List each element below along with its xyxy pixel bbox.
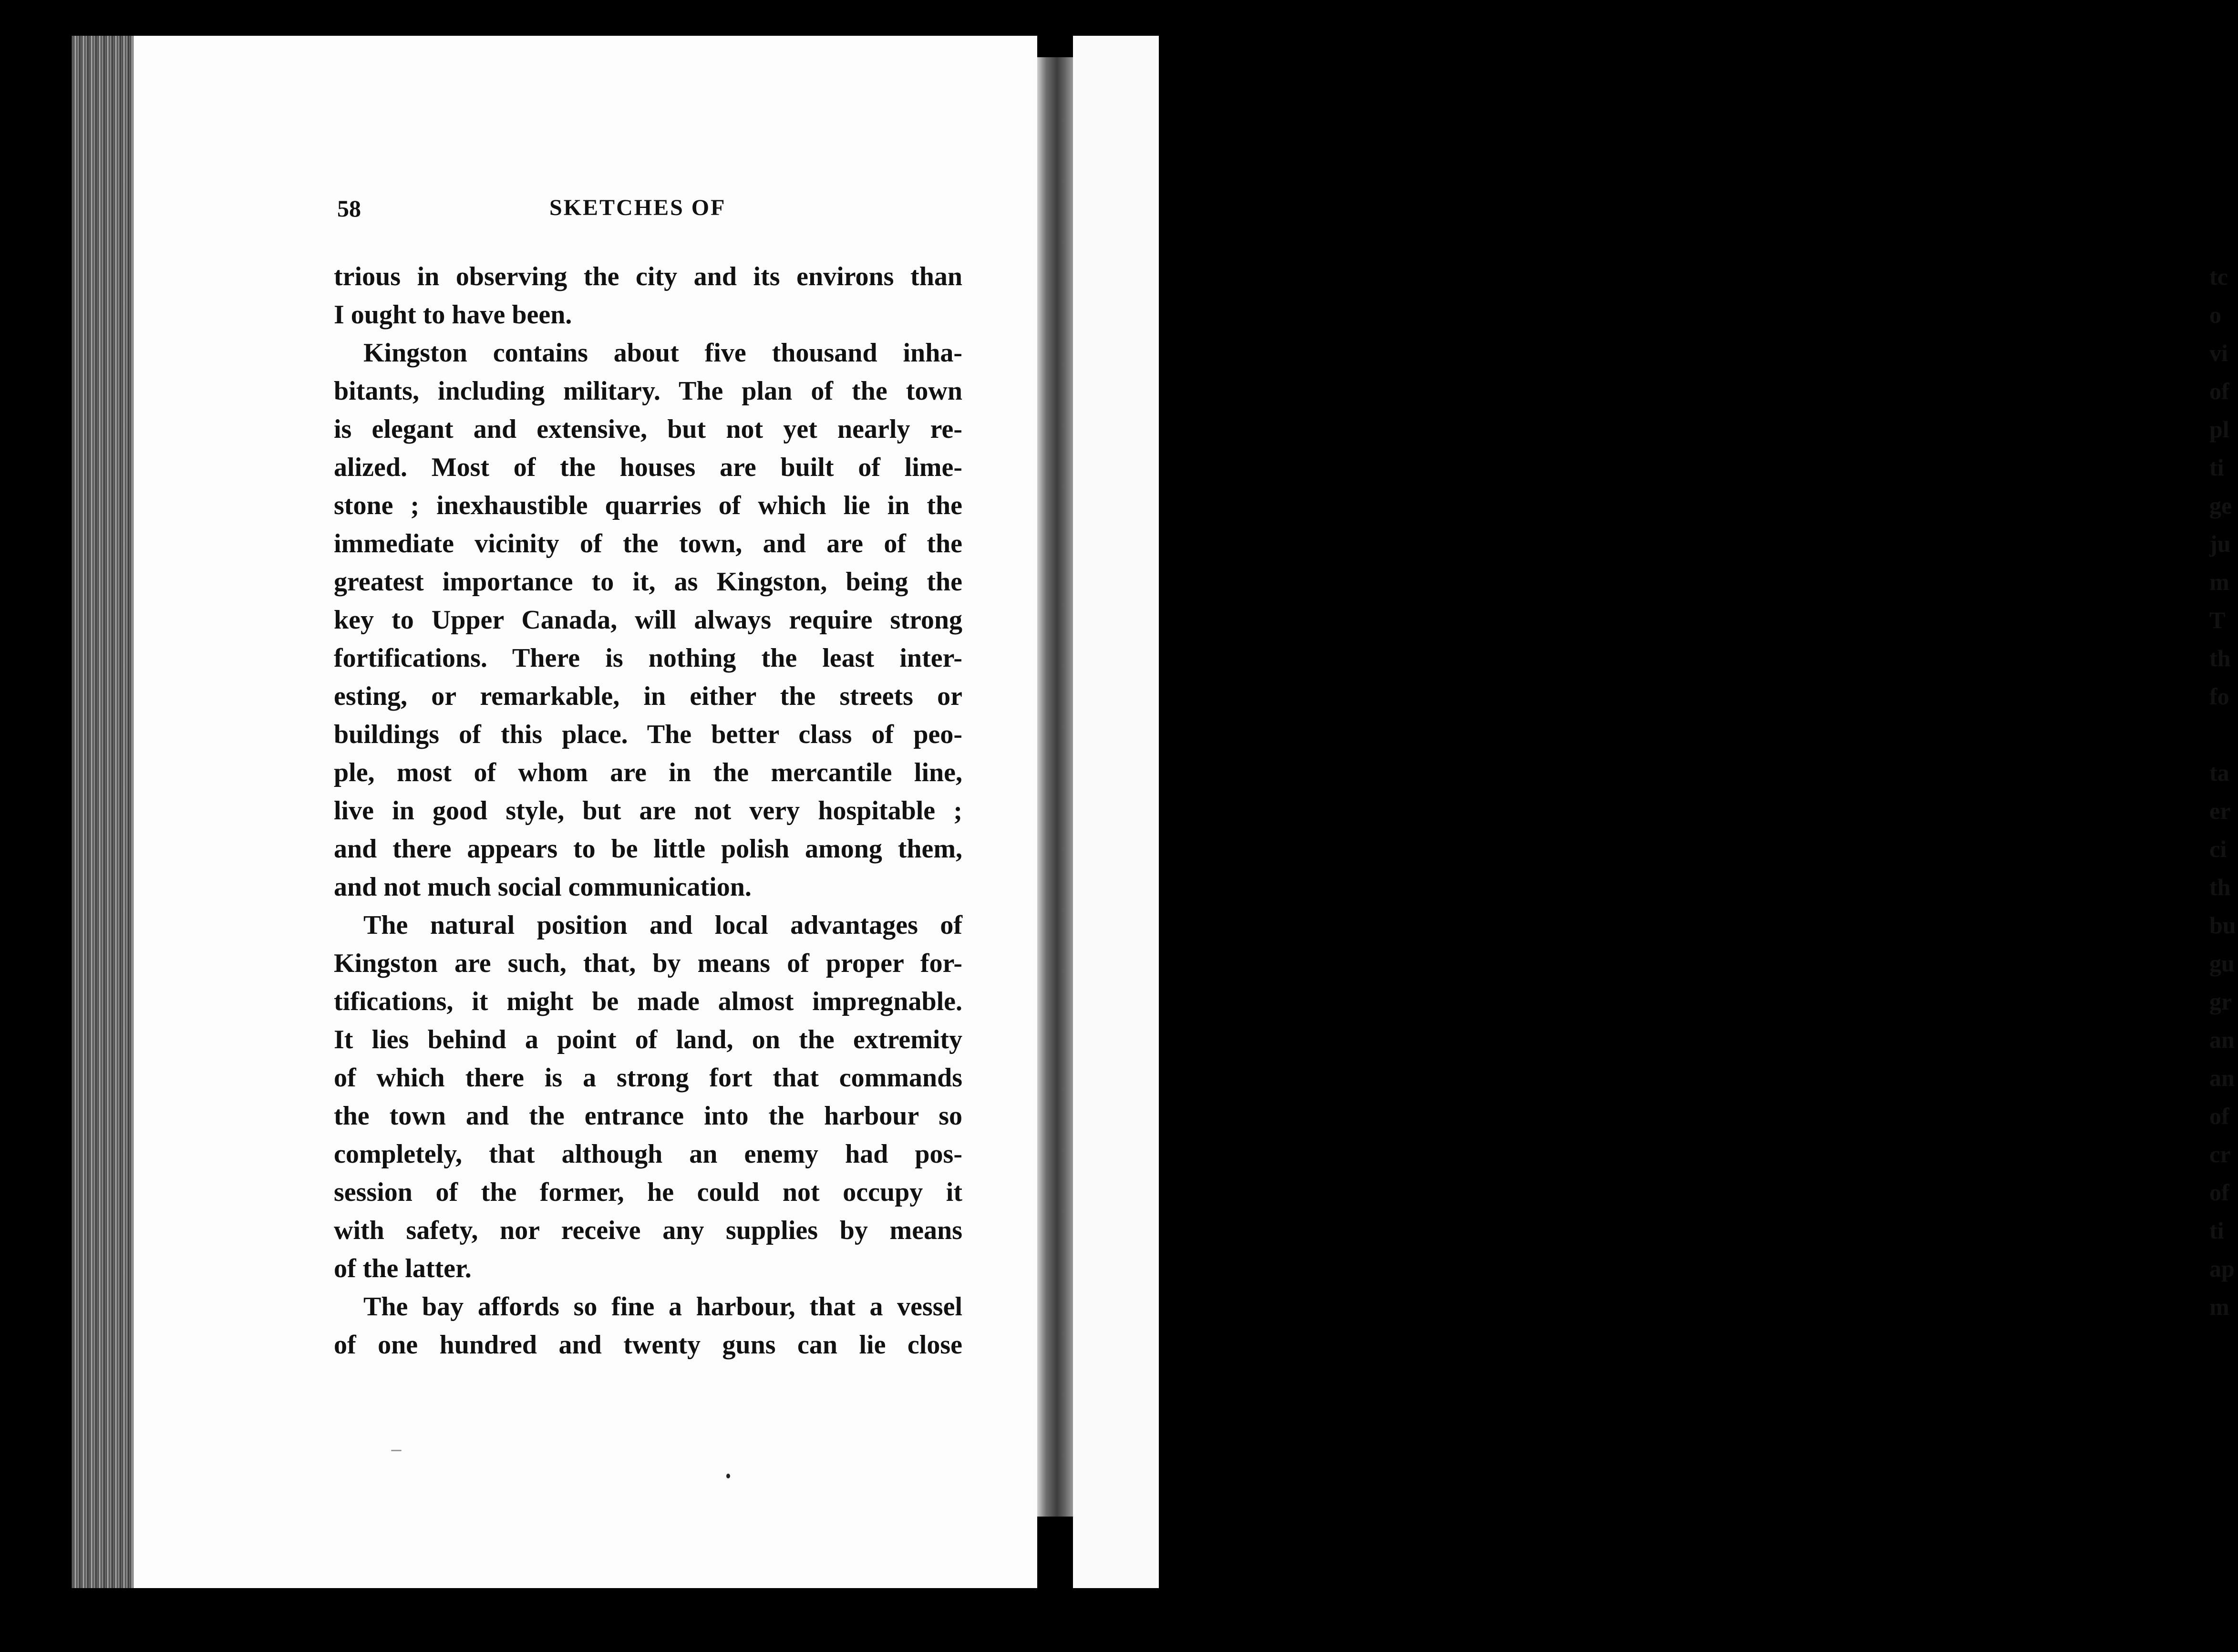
text-line: tifications, it might be made almost impregnable. bbox=[334, 987, 962, 1016]
text-line: esting, or remarkable, in either the streets or bbox=[334, 681, 962, 711]
facing-page-fragment: vi bbox=[2209, 340, 2228, 366]
facing-page-fragment: ta bbox=[2209, 759, 2229, 786]
facing-page-fragment: gu bbox=[2209, 950, 2235, 977]
text-line: is elegant and extensive, but not yet nearly re- bbox=[334, 414, 962, 444]
speck-mark bbox=[726, 1474, 730, 1478]
text-line: Kingston contains about five thousand inha- bbox=[363, 338, 962, 368]
text-line: of the latter. bbox=[334, 1254, 472, 1283]
text-line: The natural position and local advantages of bbox=[363, 910, 962, 940]
text-line: of which there is a strong fort that commands bbox=[334, 1063, 962, 1093]
text-line: alized. Most of the houses are built of lime- bbox=[334, 453, 962, 482]
facing-page-fragment: th bbox=[2209, 874, 2231, 900]
text-line: session of the former, he could not occupy it bbox=[334, 1177, 962, 1207]
facing-page-fragment: of bbox=[2209, 1103, 2229, 1129]
text-line: with safety, nor receive any supplies by means bbox=[334, 1216, 962, 1245]
text-line: bitants, including military. The plan of the town bbox=[334, 376, 962, 406]
facing-page-fragment: of bbox=[2209, 378, 2229, 404]
facing-page-fragment: pl bbox=[2209, 416, 2229, 443]
text-line: Kingston are such, that, by means of proper for- bbox=[334, 949, 962, 978]
running-head: SKETCHES OF bbox=[549, 195, 726, 220]
text-line: It lies behind a point of land, on the extremity bbox=[334, 1025, 962, 1054]
facing-page-fragment: fo bbox=[2209, 683, 2229, 710]
page-header bbox=[337, 195, 754, 233]
text-line: the town and the entrance into the harbour so bbox=[334, 1101, 962, 1131]
text-line: stone ; inexhaustible quarries of which lie in the bbox=[334, 491, 962, 520]
text-line: greatest importance to it, as Kingston, being the bbox=[334, 567, 962, 597]
facing-page-fragment: an bbox=[2209, 1026, 2235, 1053]
text-line: and not much social communication. bbox=[334, 872, 752, 902]
facing-page-fragment: er bbox=[2209, 797, 2231, 824]
facing-page-fragment: cr bbox=[2209, 1141, 2231, 1167]
facing-page-fragment: ti bbox=[2209, 1217, 2224, 1244]
text-line: and there appears to be little polish among them, bbox=[334, 834, 962, 864]
facing-page-fragment: ci bbox=[2209, 836, 2227, 862]
facing-page-fragment: bu bbox=[2209, 912, 2236, 939]
text-line: The bay affords so fine a harbour, that a vessel bbox=[363, 1292, 962, 1322]
text-line: of one hundred and twenty guns can lie close bbox=[334, 1330, 962, 1360]
page-fore-edge bbox=[72, 36, 134, 1588]
facing-page-fragment: T bbox=[2209, 607, 2226, 633]
facing-page-fragment: m bbox=[2209, 568, 2229, 595]
page-number: 58 bbox=[337, 195, 361, 222]
text-line: I ought to have been. bbox=[334, 300, 572, 330]
text-line: fortifications. There is nothing the least inter- bbox=[334, 643, 962, 673]
facing-page-fragment: ju bbox=[2209, 530, 2231, 557]
book-gutter bbox=[1037, 57, 1073, 1517]
text-line: key to Upper Canada, will always require strong bbox=[334, 605, 962, 635]
text-line: immediate vicinity of the town, and are of the bbox=[334, 529, 962, 558]
facing-page-fragment: ti bbox=[2209, 454, 2224, 481]
facing-page-fragment: ge bbox=[2209, 492, 2232, 519]
facing-page-fragment: ap bbox=[2209, 1255, 2235, 1282]
facing-page-text-fragments bbox=[2209, 258, 2238, 1326]
facing-page-fragment: th bbox=[2209, 645, 2231, 671]
text-line: buildings of this place. The better class of peo- bbox=[334, 720, 962, 749]
text-line: trious in observing the city and its environs than bbox=[334, 262, 962, 291]
facing-page-fragment: m bbox=[2209, 1293, 2229, 1320]
facing-page-fragment bbox=[2209, 715, 2238, 754]
text-line: completely, that although an enemy had pos- bbox=[334, 1139, 962, 1169]
facing-page-fragment: of bbox=[2209, 1179, 2229, 1206]
facing-page-fragment: gr bbox=[2209, 988, 2232, 1015]
text-line: live in good style, but are not very hospitable ; bbox=[334, 796, 962, 826]
text-line: ple, most of whom are in the mercantile line, bbox=[334, 758, 962, 787]
facing-page-fragment: o bbox=[2209, 301, 2221, 328]
speck-mark bbox=[391, 1450, 402, 1451]
facing-page-fragment: an bbox=[2209, 1064, 2235, 1091]
facing-page bbox=[1073, 36, 2236, 1588]
facing-page-fragment: tc bbox=[2209, 263, 2228, 290]
body-text bbox=[334, 258, 962, 1364]
